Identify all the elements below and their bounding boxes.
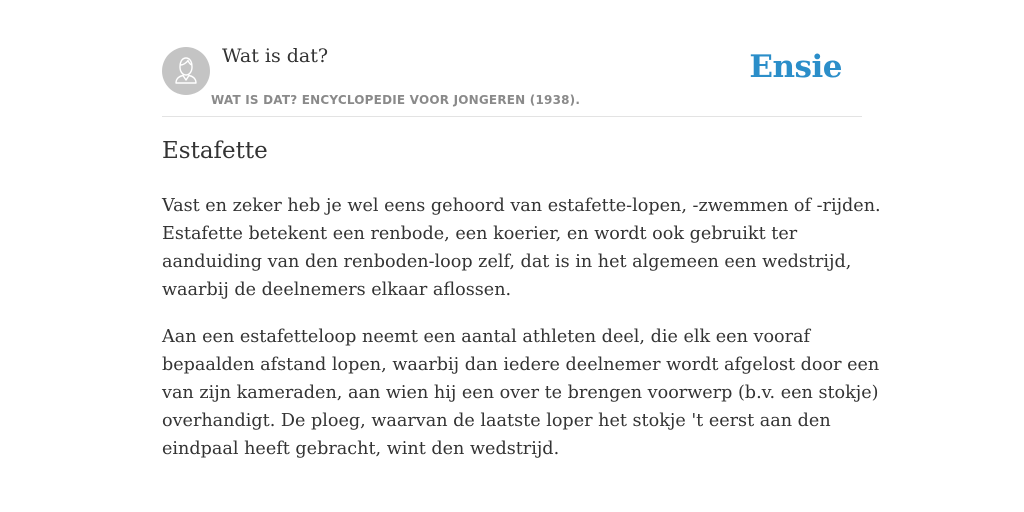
avatar[interactable] — [162, 47, 210, 95]
brand-logo[interactable]: Ensie — [749, 49, 842, 85]
article-title: Estafette — [162, 138, 268, 164]
user-icon — [162, 47, 210, 95]
article-paragraph-2 — [162, 323, 880, 463]
page-container — [162, 0, 881, 459]
paragraph-line: van zijn kameraden, aan wien hij een over te brengen voorwerp (b.v. een stokje) — [162, 383, 879, 403]
source-subtitle[interactable]: WAT IS DAT? ENCYCLOPEDIE VOOR JONGEREN (1938). — [211, 93, 581, 107]
paragraph-line: Vast en zeker heb je wel eens gehoord van estafette-lopen, -zwemmen of -rijden. — [162, 196, 881, 216]
paragraph-line: aanduiding van den renboden-loop zelf, dat is in het algemeen een wedstrijd, — [162, 252, 852, 272]
paragraph-line: eindpaal heeft gebracht, wint den wedstrijd. — [162, 439, 560, 459]
paragraph-line: Aan een estafetteloop neemt een aantal athleten deel, die elk een vooraf — [162, 327, 811, 347]
paragraph-line: Estafette betekent een renbode, een koerier, en wordt ook gebruikt ter — [162, 224, 798, 244]
paragraph-line: overhandigt. De ploeg, waarvan de laatste loper het stokje 't eerst aan den — [162, 411, 831, 431]
paragraph-line: bepaalden afstand lopen, waarbij dan iedere deelnemer wordt afgelost door een — [162, 355, 880, 375]
paragraph-line: waarbij de deelnemers elkaar aflossen. — [162, 280, 512, 300]
source-header — [162, 0, 862, 117]
article-paragraph-1 — [162, 192, 881, 304]
source-title-link[interactable]: Wat is dat? — [222, 45, 329, 67]
